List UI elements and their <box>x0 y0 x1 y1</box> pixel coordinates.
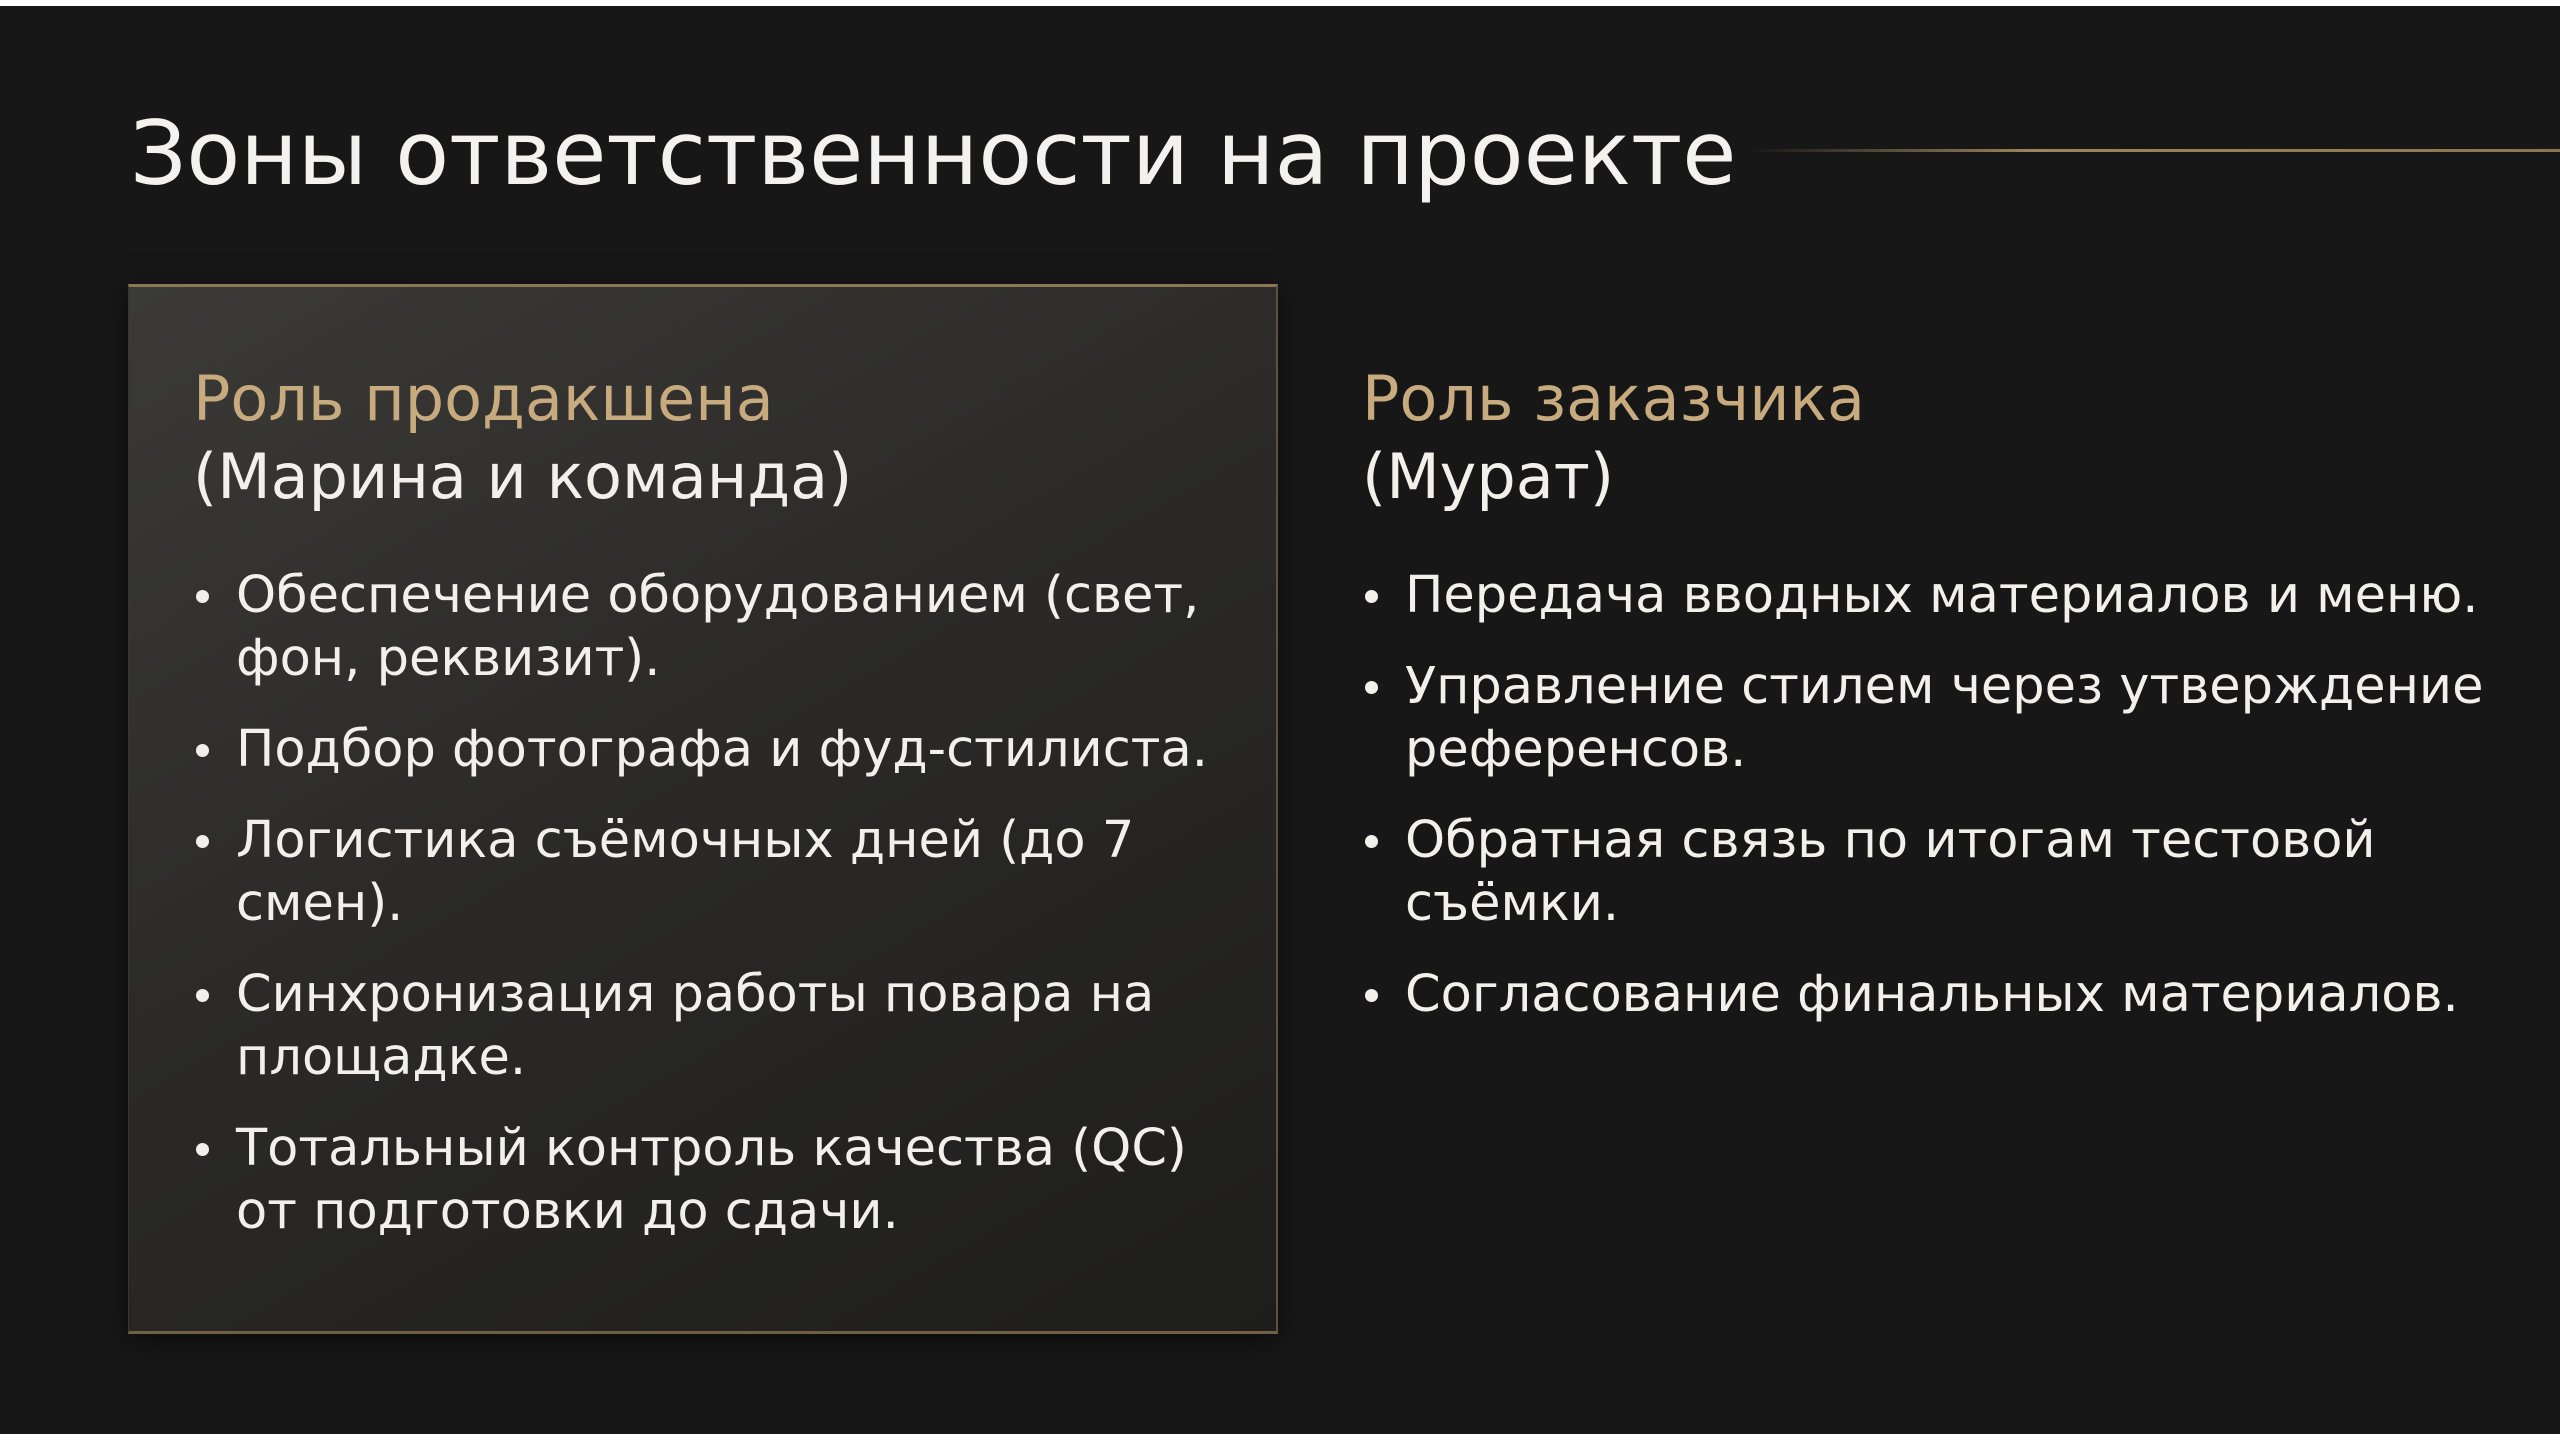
list-item <box>1362 809 2512 935</box>
list-item <box>193 809 1223 935</box>
production-role-subtitle: (Марина и команда) <box>193 440 853 513</box>
client-role-subtitle: (Мурат) <box>1362 440 1615 513</box>
list-item <box>193 1117 1223 1243</box>
list-item-text: Подбор фотографа и фуд-стилиста. <box>236 720 1208 779</box>
title-divider <box>1750 149 2560 152</box>
bullet-icon <box>196 590 209 603</box>
bullet-icon <box>1365 989 1378 1002</box>
list-item <box>193 718 1223 781</box>
bullet-icon <box>196 989 209 1002</box>
list-item-text: Логистика съёмочных дней (до 7 смен). <box>236 811 1135 933</box>
production-role-title: Роль продакшена <box>193 362 774 435</box>
list-item <box>1362 963 2512 1026</box>
list-item-text: Управление стилем через утверждение референсов. <box>1405 657 2484 779</box>
bullet-icon <box>1365 681 1378 694</box>
list-item <box>1362 655 2512 781</box>
bullet-icon <box>196 835 209 848</box>
list-item-text: Тотальный контроль качества (QC) от подготовки до сдачи. <box>236 1119 1187 1241</box>
bullet-icon <box>1365 590 1378 603</box>
production-role-column <box>193 360 1223 1271</box>
list-item-text: Обратная связь по итогам тестовой съёмки. <box>1405 811 2376 933</box>
client-responsibilities-list <box>1362 564 2512 1026</box>
slide <box>0 6 2560 1434</box>
bullet-icon <box>1365 835 1378 848</box>
slide-title: Зоны ответственности на проекте <box>130 102 1737 205</box>
list-item-text: Передача вводных материалов и меню. <box>1405 566 2479 625</box>
bullet-icon <box>196 1143 209 1156</box>
list-item-text: Согласование финальных материалов. <box>1405 965 2459 1024</box>
client-role-title: Роль заказчика <box>1362 362 1865 435</box>
client-role-column <box>1362 360 2512 1054</box>
list-item-text: Синхронизация работы повара на площадке. <box>236 965 1155 1087</box>
list-item-text: Обеспечение оборудованием (свет, фон, реквизит). <box>236 566 1200 688</box>
list-item <box>193 963 1223 1089</box>
list-item <box>193 564 1223 690</box>
production-responsibilities-list <box>193 564 1223 1243</box>
bullet-icon <box>196 744 209 757</box>
list-item <box>1362 564 2512 627</box>
